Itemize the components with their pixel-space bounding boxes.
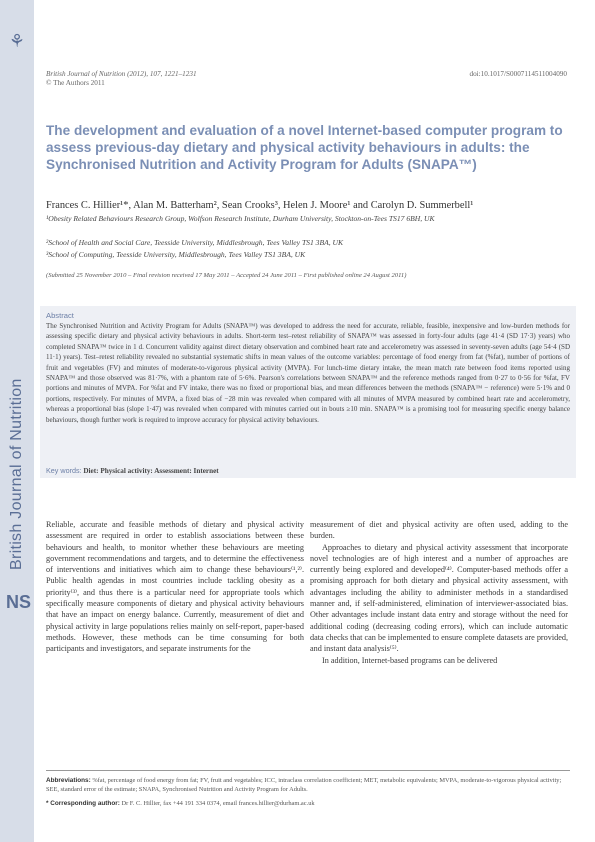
body-column-left xyxy=(46,519,304,655)
keywords xyxy=(46,466,566,475)
citation: British Journal of Nutrition (2012), 107, 1221–1231 xyxy=(46,70,197,78)
affiliation-3: ³School of Computing, Teesside University, Middlesbrough, Tees Valley TS1 3BA, UK xyxy=(46,250,306,259)
abbreviations-label: Abbreviations: xyxy=(46,777,91,784)
body-paragraph: In addition, Internet-based programs can be delivered xyxy=(322,655,498,665)
doi[interactable]: doi:10.1017/S0007114511004090 xyxy=(469,70,567,78)
submission-dates: (Submitted 25 November 2010 – Final revision received 17 May 2011 – Accepted 24 June 2011 – First published online 24 August 2011) xyxy=(46,272,407,279)
nutrition-society-logo: NS xyxy=(6,592,32,612)
affiliation-2: ²School of Health and Social Care, Teesside University, Middlesbrough, Tees Valley TS1 3BA, UK xyxy=(46,238,344,247)
footnote-divider xyxy=(46,770,570,771)
abstract-heading: Abstract xyxy=(46,311,74,320)
copyright: © The Authors 2011 xyxy=(46,79,105,87)
citation-header xyxy=(46,70,197,88)
affiliation-1: ¹Obesity Related Behaviours Research Group, Wolfson Research Institute, Durham University, Stockton-on-Tees TS17 6BH, UK xyxy=(46,214,435,223)
body-paragraph: measurement of diet and physical activity are often used, adding to the burden. xyxy=(310,520,568,541)
body-paragraph: Reliable, accurate and feasible methods of dietary and physical activity assessment are required in order to establish associations between these behaviours and health, to monitor whether these behaviours are meeting government recommendations and targets, and to determine the effectiveness of interventions and initiatives which aim to change these behaviours⁽¹,²⁾. Public health agendas in most countries include tackling obesity as a priority⁽³⁾, and thus there is a particular need for appropriate tools which specifically measure components of dietary and physical activity behaviours that have an impact on energy balance. Currently, measurement of diet and physical activity in large populations relies mainly on self-report, paper-based methods. However, these methods can be time consuming for both participants and investigators, and separate instruments for the xyxy=(46,520,304,654)
body-paragraph: Approaches to dietary and physical activity assessment that incorporate novel technologies are of high interest and a number of approaches are currently being explored and developed⁽⁴⁾. Computer-based methods offer a promising approach for both dietary and physical activity assessment, with advantages including the ability to administer methods in a standardised manner and, if self-administered, elimination of interviewer-associated bias. Other advantages include instant data entry and storage without the need for additional coding (decreasing coding errors), which can include automatic data checks that can be implemented to ensure complete datasets are provided, and instant data analysis⁽⁵⁾. xyxy=(310,542,568,654)
corresponding-author-text[interactable]: Dr F. C. Hillier, fax +44 191 334 0374, email frances.hillier@durham.ac.uk xyxy=(121,800,315,807)
abbreviations-footnote xyxy=(46,776,570,794)
body-column-right xyxy=(310,519,568,666)
corresponding-author-label: * Corresponding author: xyxy=(46,800,120,807)
keywords-value: Diet: Physical activity: Assessment: Internet xyxy=(83,467,219,475)
keywords-label: Key words: xyxy=(46,466,82,475)
article-title: The development and evaluation of a novel Internet-based computer program to assess previous-day dietary and physical activity behaviours in adults: the Synchronised Nutrition and Activity Program for Adults (SNAPA™) xyxy=(46,123,563,172)
corresponding-author-footnote xyxy=(46,800,570,807)
journal-name-vertical: British Journal of Nutrition xyxy=(8,378,25,570)
abbreviations-text: %fat, percentage of food energy from fat; FV, fruit and vegetables; ICC, intraclass correlation coefficient; MET, metabolic equivalents; MVPA, moderate-to-vigorous physical activity; SEE, standard error of the estimate; SNAPA, Synchronised Nutrition and Activity Program for Adults. xyxy=(46,777,562,793)
abstract-text: The Synchronised Nutrition and Activity Program for Adults (SNAPA™) was developed to address the need for accurate, reliable, feasible, inexpensive and low-burden methods for assessing specific dietary and physical activity behaviours in adults. Short-term test–retest reliability of SNAPA™ was assessed in forty-four adults (age 41·4 (SD 17·3) years) who completed SNAPA™ twice in 1 d. Concurrent validity against direct dietary observation and combined heart rate and accelerometry was assessed in seventy-seven adults (age 54·4 (SD 11·1) years). Test–retest reliability revealed no substantial systematic shifts in mean values of the outcome variables: percentage of food energy from fat (%fat), number of portions of fruit and vegetables (FV) and minutes of moderate-to-vigorous physical activity (MVPA). For lunch-time dietary intake, the mean match rate between food items reported using SNAPA™ and those observed was 81·7%, with a phantom rate of 5·6%. Pearson's correlations between SNAPA™ and the reference methods ranged from 0·27 to 0·56 for %fat, FV portions and minutes of MVPA. For %fat and FV intake, there was no fixed or proportional bias, and mean differences between the methods (SNAPA™ − reference) were 5·1% and 0 portions, respectively. For minutes of MVPA, a fixed bias of −28 min was revealed when compared with all minutes of MVPA measured by combined heart rate and accelerometry, whereas a proportional bias (slope 1·47) was revealed when compared with minutes carried out in bouts ≥10 min. SNAPA™ is a promising tool for measuring specific energy balance behaviours, though further work is required to improve accuracy for physical activity behaviours. xyxy=(46,322,570,424)
open-access-icon: ⚘ xyxy=(8,31,26,52)
author-list: Frances C. Hillier¹*, Alan M. Batterham², Sean Crooks³, Helen J. Moore¹ and Carolyn D. Summerbell¹ xyxy=(46,200,474,211)
